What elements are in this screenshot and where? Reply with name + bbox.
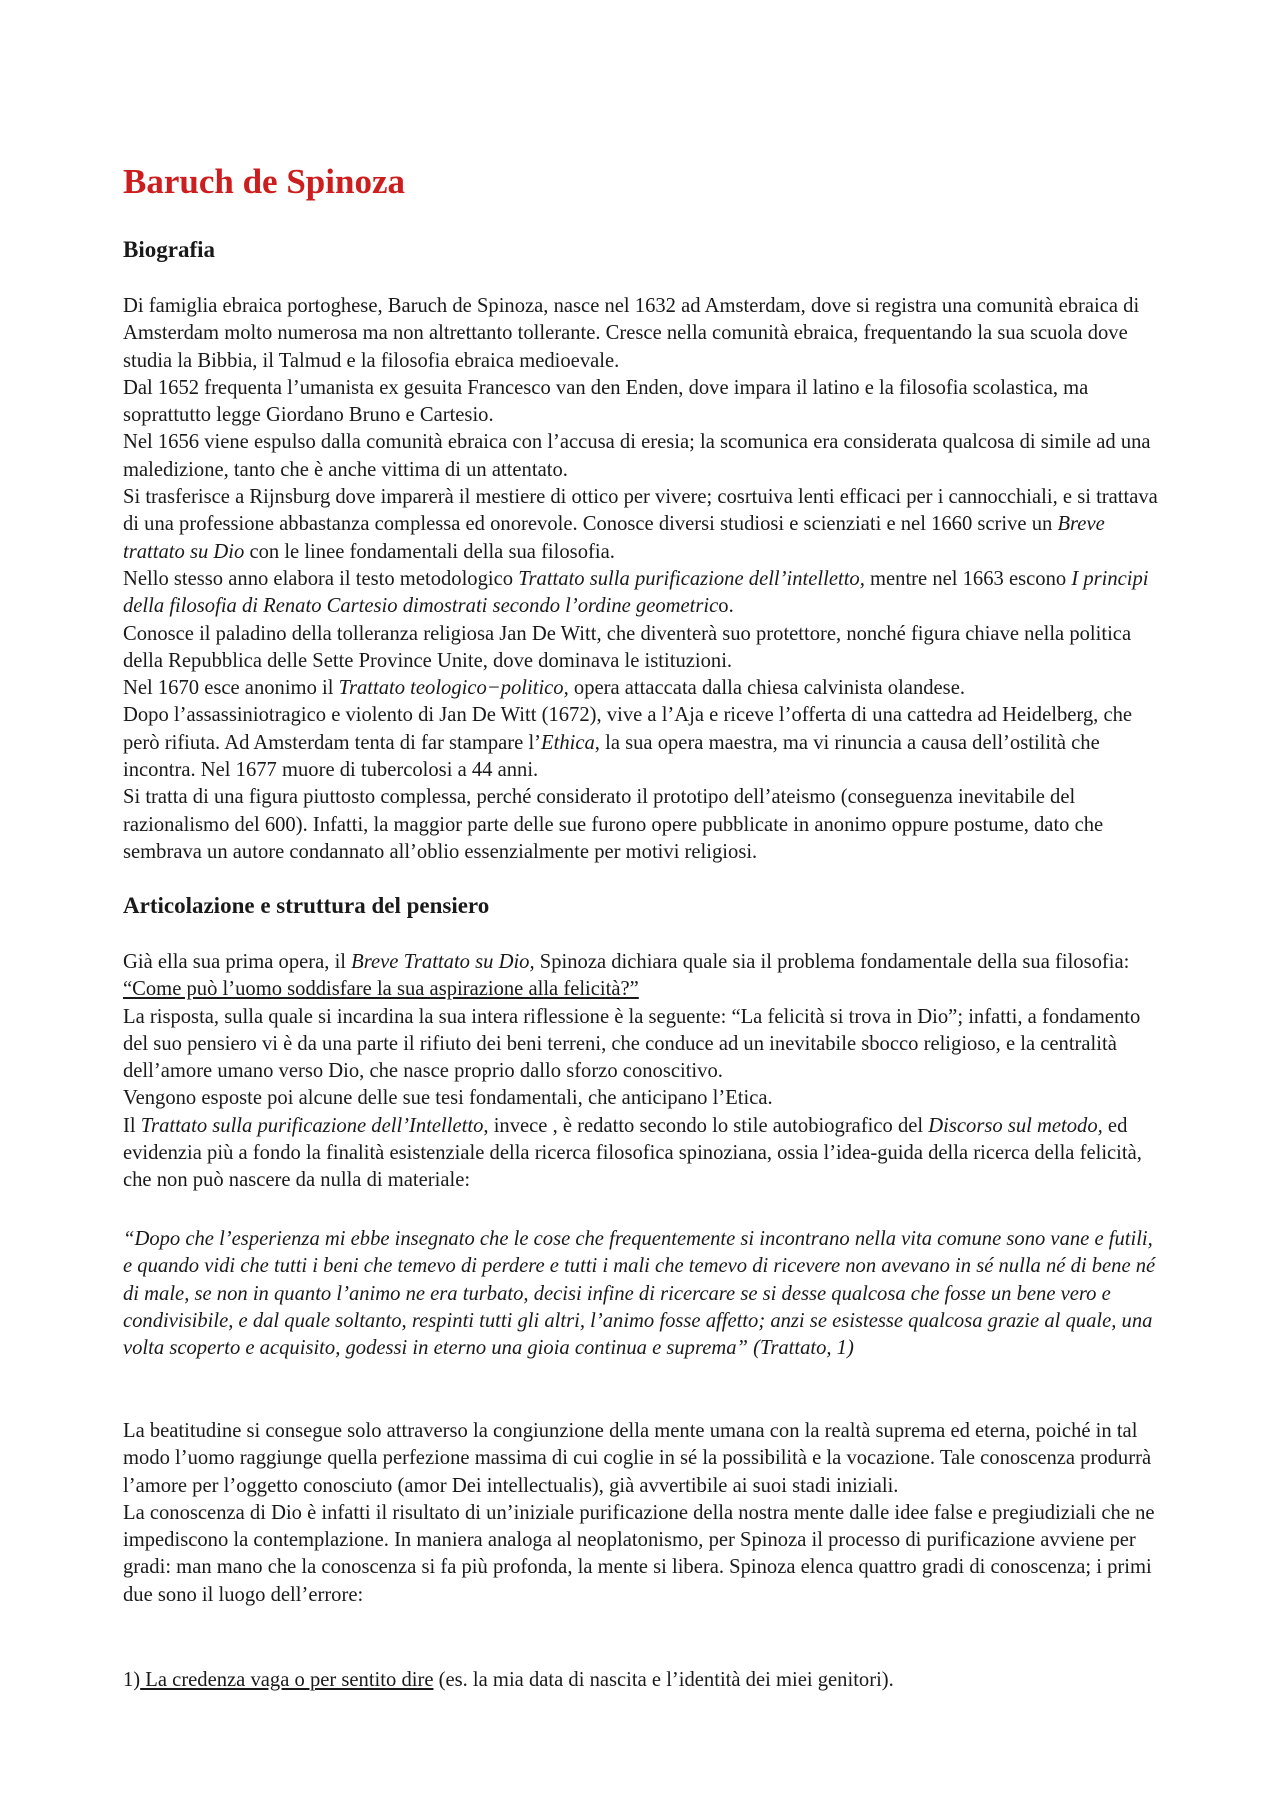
- document-title: Baruch de Spinoza: [123, 162, 405, 201]
- bio-paragraph: Nel 1656 viene espulso dalla comunità ebraica con l’accusa di eresia; la scomunica era considerata qualcosa di simile ad una maledizione, tanto che è anche vittima di un attentato.: [123, 431, 1151, 481]
- art-paragraph: Già ella sua prima opera, il Breve Trattato su Dio, Spinoza dichiara quale sia il problema fondamentale della sua filosofia: “Come può l’uomo soddisfare la sua aspirazione alla felicità?”: [123, 951, 1130, 1001]
- beat-paragraph: La beatitudine si consegue solo attraverso la congiunzione della mente umana con la realtà suprema ed eterna, poiché in tal modo l’uomo raggiunge quella perfezione massima di cui coglie in sé la possibilità e la vocazione. Tale conoscenza produrrà l’amore per l’oggetto conosciuto (amor Dei intellectualis), già avvertibile ai suoi stadi iniziali.: [123, 1420, 1152, 1497]
- quotation-block: [123, 1226, 1163, 1362]
- book-title: I principi della filosofia di Renato Cartesio dimostrati secondo l’ordine geometric: [123, 567, 1149, 618]
- book-title: Breve trattato su Dio: [123, 513, 1105, 563]
- list-number: 1): [123, 1669, 141, 1691]
- bio-paragraph: Di famiglia ebraica portoghese, Baruch de Spinoza, nasce nel 1632 ad Amsterdam, dove si registra una comunità ebraica di Amsterdam molto numerosa ma non altrettanto tollerante. Cresce nella comunità ebraica, frequentando la sua scuola dove studia la Bibbia, il Talmud e la filosofia ebraica medioevale.: [123, 295, 1140, 372]
- book-title: Ethica: [541, 731, 595, 754]
- book-title: Trattato sulla purificazione dell’intelletto,: [518, 567, 865, 590]
- bio-paragraph: Dopo l’assassiniotragico e violento di Jan De Witt (1672), vive a l’Aja e riceve l’offerta di una cattedra ad Heidelberg, che però rifiuta. Ad Amsterdam tenta di far stampare l’Ethica, la sua opera maestra, ma vi rinuncia a causa dell’ostilità che incontra. Nel 1677 muore di tubercolosi a 44 anni.: [123, 704, 1133, 782]
- bio-paragraph: Nel 1670 esce anonimo il Trattato teologico−politico, opera attaccata dalla chiesa calvinista olandese.: [123, 677, 965, 700]
- bio-paragraph: Nello stesso anno elabora il testo metodologico Trattato sulla purificazione dell’intelletto, mentre nel 1663 escono I principi della filosofia di Renato Cartesio dimostrati secondo l’ordine geometrico.: [123, 567, 1149, 618]
- biography-text: [123, 293, 1163, 866]
- bio-paragraph: Conosce il paladino della tolleranza religiosa Jan De Witt, che diventerà suo protettore, nonché figura chiave nella politica della Repubblica delle Sette Province Unite, dove dominava le istituzioni.: [123, 622, 1132, 672]
- book-title: Discorso sul metodo,: [928, 1114, 1103, 1137]
- art-paragraph: Il Trattato sulla purificazione dell’Intelletto, invece , è redatto secondo lo stile autobiografico del Discorso sul metodo, ed evidenzia più a fondo la finalità esistenziale della ricerca filosofica spinoziana, ossia l’idea-guida della ricerca della felicità, che non può nascere da nulla di materiale:: [123, 1114, 1142, 1192]
- bio-paragraph: Dal 1652 frequenta l’umanista ex gesuita Francesco van den Enden, dove impara il latino e la filosofia scolastica, ma soprattutto legge Giordano Bruno e Cartesio.: [123, 376, 1089, 427]
- book-title: Trattato teologico−politico,: [338, 677, 569, 700]
- list-item-1: 1) La credenza vaga o per sentito dire (es. la mia data di nascita e l’identità dei miei genitori).: [123, 1669, 894, 1691]
- art-paragraph: La risposta, sulla quale si incardina la sua intera riflessione è la seguente: “La felicità si trova in Dio”; infatti, a fondamento del suo pensiero vi è da una parte il rifiuto dei beni terreni, che conduce ad un inevitabile sbocco religioso, e la centralità dell’amore umano verso Dio, che nasce proprio dallo sforzo conoscitivo.: [123, 1005, 1141, 1083]
- knowledge-grade: La credenza vaga o per sentito dire: [140, 1669, 434, 1691]
- key-question: “Come può l’uomo soddisfare la sua aspirazione alla felicità?”: [123, 978, 639, 1001]
- bio-paragraph: Si tratta di una figura piuttosto complessa, perché considerato il prototipo dell’ateismo (conseguenza inevitabile del razionalismo del 600). Infatti, la maggior parte delle sue furono opere pubblicate in anonimo oppure postume, dato che sembrava un autore condannato all’oblio essenzialmente per motivi religiosi.: [123, 786, 1104, 863]
- quotation-text: “Dopo che l’esperienza mi ebbe insegnato che le cose che frequentemente si incontrano nella vita comune sono vane e futili, e quando vidi che tutti i beni che temevo di perdere e tutti i mali che temevo di ricevere non avevano in sé nulla né di bene né di male, se non in quanto l’animo ne era turbato, decisi infine di ricercare se si desse qualcosa che fosse un bene vero e condivisibile, e dal quale soltanto, respinti tutti gli altri, l’animo fosse affetto; anzi se esistesse qualcosa grazie al quale, una volta scoperto e acquisito, godessi in eterno una gioia continua e suprema” (Trattato, 1): [123, 1228, 1156, 1360]
- art-paragraph: Vengono esposte poi alcune delle sue tesi fondamentali, che anticipano l’Etica.: [123, 1087, 773, 1110]
- bio-paragraph: Si trasferisce a Rijnsburg dove imparerà il mestiere di ottico per vivere; cosrtuiva lenti efficaci per i cannocchiali, e si trattava di una professione abbastanza complessa ed onorevole. Conosce diversi studiosi e scienziati e nel 1660 scrive un Breve trattato su Dio con le linee fondamentali della sua filosofia.: [123, 486, 1158, 563]
- articolazione-text: [123, 949, 1163, 1195]
- beatitudine-text: [123, 1418, 1163, 1609]
- section-heading-articolazione: Articolazione e struttura del pensiero: [123, 893, 490, 918]
- beat-paragraph: La conoscenza di Dio è infatti il risultato di un’iniziale purificazione della nostra mente dalle idee false e pregiudiziali che ne impediscono la contemplazione. In maniera analoga al neoplatonismo, per Spinoza il processo di purificazione avviene per gradi: man mano che la conoscenza si fa più profonda, la mente si libera. Spinoza elenca quattro gradi di conoscenza; i primi due sono il luogo dell’errore:: [123, 1501, 1155, 1606]
- book-title: Breve Trattato su Dio,: [351, 951, 535, 973]
- book-title: Trattato sulla purificazione dell’Intelletto: [140, 1114, 484, 1137]
- section-heading-biografia: Biografia: [123, 237, 215, 262]
